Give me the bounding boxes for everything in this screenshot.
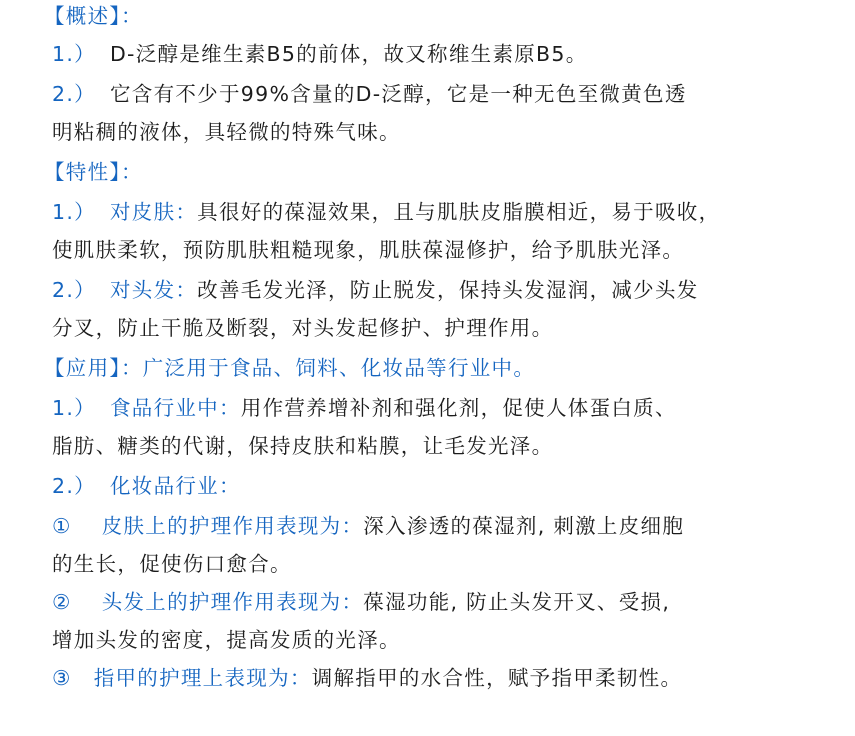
applications-heading xyxy=(44,354,535,382)
circled-number: ② xyxy=(52,590,72,614)
item-text: D-泛醇是维生素B5的前体，故又称维生素原B5。 xyxy=(109,42,588,66)
item-label: 指甲的护理上表现为： xyxy=(93,666,312,690)
item-text: 增加头发的密度，提高发质的光泽。 xyxy=(52,628,401,652)
item-label: 头发上的护理作用表现为： xyxy=(101,590,364,614)
circled-number: ③ xyxy=(52,666,72,690)
applications-item-2 xyxy=(52,472,241,500)
applications-sub-1 xyxy=(52,512,684,540)
item-text: 明粘稠的液体，具轻微的特殊气味。 xyxy=(52,120,401,144)
item-text: 使肌肤柔软，预防肌肤粗糙现象，肌肤葆湿修护，给予肌肤光泽。 xyxy=(52,238,685,262)
item-label: 皮肤上的护理作用表现为： xyxy=(101,514,364,538)
properties-heading xyxy=(44,158,143,186)
overview-item-2 xyxy=(52,80,687,108)
properties-item-2 xyxy=(52,276,699,304)
item-number: 2.） xyxy=(52,278,96,302)
item-number: 1.） xyxy=(52,200,96,224)
item-number: 2.） xyxy=(52,474,96,498)
item-text: 改善毛发光泽，防止脱发，保持头发湿润，减少头发 xyxy=(197,278,699,302)
item-text: 的生长，促使伤口愈合。 xyxy=(52,552,292,576)
applications-sub-2-continued xyxy=(52,626,401,654)
applications-sub-1-continued xyxy=(52,550,292,578)
applications-sub-2 xyxy=(52,588,670,616)
item-text: 它含有不少于99%含量的D-泛醇，它是一种无色至微黄色透 xyxy=(109,82,687,106)
item-text: 分叉，防止干脆及断裂，对头发起修护、护理作用。 xyxy=(52,316,554,340)
item-number: 1.） xyxy=(52,42,96,66)
item-label: 食品行业中： xyxy=(109,396,241,420)
item-text: 调解指甲的水合性，赋予指甲柔韧性。 xyxy=(311,666,683,690)
item-label: 化妆品行业： xyxy=(109,474,241,498)
properties-item-2-continued xyxy=(52,314,553,342)
item-text: 脂肪、糖类的代谢，保持皮肤和粘膜，让毛发光泽。 xyxy=(52,434,554,458)
overview-item-1 xyxy=(52,40,588,68)
overview-heading-text: 【概述】： xyxy=(44,4,143,28)
applications-sub-3 xyxy=(52,664,682,692)
item-text: 葆湿功能, 防止头发开叉、受损, xyxy=(363,590,671,614)
properties-item-1-continued xyxy=(52,236,684,264)
overview-heading xyxy=(44,2,143,30)
properties-heading-text: 【特性】： xyxy=(44,160,143,184)
item-label: 对皮肤： xyxy=(109,200,198,224)
applications-item-1 xyxy=(52,394,677,422)
item-label: 对头发： xyxy=(109,278,198,302)
overview-item-2-continued xyxy=(52,118,401,146)
item-number: 1.） xyxy=(52,396,96,420)
item-text: 深入渗透的葆湿剂, 刺激上皮细胞 xyxy=(363,514,685,538)
circled-number: ① xyxy=(52,514,72,538)
item-number: 2.） xyxy=(52,82,96,106)
item-text: 具很好的葆湿效果，且与肌肤皮脂膜相近，易于吸收， xyxy=(197,200,721,224)
applications-heading-text: 【应用】：广泛用于食品、饲料、化妆品等行业中。 xyxy=(44,356,536,380)
item-text: 用作营养增补剂和强化剂，促使人体蛋白质、 xyxy=(240,396,677,420)
properties-item-1 xyxy=(52,198,720,226)
applications-item-1-continued xyxy=(52,432,553,460)
